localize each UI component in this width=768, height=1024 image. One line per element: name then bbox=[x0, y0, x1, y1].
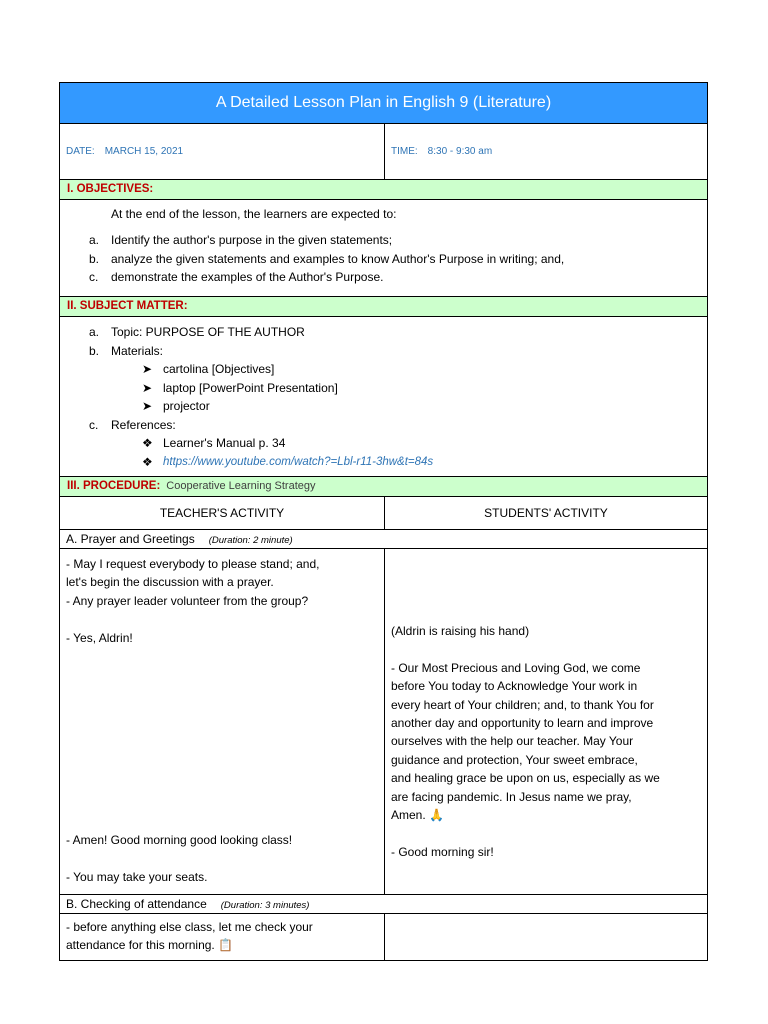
subject-matter-heading: II. SUBJECT MATTER: bbox=[59, 297, 708, 317]
teacher-line: - Yes, Aldrin! bbox=[66, 630, 133, 645]
activity-column-headers bbox=[59, 497, 708, 530]
teacher-amen-line: - Amen! Good morning good looking class! bbox=[66, 833, 293, 847]
topic-text: Topic: PURPOSE OF THE AUTHOR bbox=[111, 325, 305, 339]
references-marker: c. bbox=[89, 417, 99, 432]
prayer-duration: (Duration: 2 minute) bbox=[208, 535, 293, 546]
objectives-body bbox=[59, 200, 708, 297]
teacher-line: - before anything else class, let me check your bbox=[66, 920, 313, 934]
procedure-heading-label: III. PROCEDURE: bbox=[67, 480, 161, 492]
attendance-title: B. Checking of attendance bbox=[66, 897, 207, 911]
diamond-bullet-icon: ❖ bbox=[142, 454, 153, 469]
student-morning-line: - Good morning sir! bbox=[391, 844, 494, 859]
student-prayer-line: ourselves with the help our teacher. May Your bbox=[391, 734, 634, 749]
objective-item-a: Identify the author's purpose in the given statements; bbox=[111, 233, 393, 247]
time-label: TIME: bbox=[391, 146, 418, 157]
materials-marker: b. bbox=[89, 343, 100, 358]
lesson-plan-document bbox=[59, 82, 708, 961]
date-value: MARCH 15, 2021 bbox=[104, 146, 184, 157]
objective-marker-c: c. bbox=[89, 270, 99, 284]
subject-matter-body bbox=[59, 317, 708, 477]
student-prayer-line: every heart of Your children; and, to thank You for bbox=[391, 697, 654, 712]
student-prayer-line: - Our Most Precious and Loving God, we come bbox=[391, 660, 641, 675]
diamond-bullet-icon: ❖ bbox=[142, 436, 153, 450]
topic-marker: a. bbox=[89, 325, 100, 339]
teacher-seats-line: - You may take your seats. bbox=[66, 869, 208, 884]
attendance-activity-row bbox=[59, 914, 708, 961]
time-cell bbox=[385, 124, 707, 179]
prayer-teacher-cell bbox=[60, 549, 385, 894]
teacher-line: - Any prayer leader volunteer from the group? bbox=[66, 593, 309, 608]
material-item: projector bbox=[163, 399, 210, 413]
objective-item-b: analyze the given statements and examples to know Author's Purpose in writing; and, bbox=[111, 251, 565, 266]
attendance-teacher-cell bbox=[60, 914, 385, 960]
time-value: 8:30 - 9:30 am bbox=[427, 146, 493, 157]
objectives-intro: At the end of the lesson, the learners are expected to: bbox=[111, 207, 397, 221]
attendance-student-cell bbox=[385, 914, 707, 960]
student-prayer-line: another day and opportunity to learn and improve bbox=[391, 716, 654, 730]
teacher-line: attendance for this morning. 📋 bbox=[66, 938, 234, 953]
students-activity-header: STUDENTS' ACTIVITY bbox=[484, 506, 608, 520]
arrow-bullet-icon: ➤ bbox=[142, 399, 153, 413]
materials-label: Materials: bbox=[111, 343, 164, 358]
prayer-activity-row bbox=[59, 549, 708, 895]
teacher-line: let's begin the discussion with a prayer. bbox=[66, 575, 274, 590]
attendance-section-title bbox=[59, 895, 708, 914]
arrow-bullet-icon: ➤ bbox=[142, 362, 153, 376]
objectives-heading: I. OBJECTIVES: bbox=[59, 180, 708, 200]
material-item: cartolina [Objectives] bbox=[163, 362, 275, 376]
prayer-title: A. Prayer and Greetings bbox=[66, 532, 195, 546]
procedure-heading bbox=[59, 477, 708, 497]
student-raise-line: (Aldrin is raising his hand) bbox=[391, 624, 530, 638]
teacher-activity-header: TEACHER'S ACTIVITY bbox=[60, 497, 385, 529]
objective-item-c: demonstrate the examples of the Author's Purpose. bbox=[111, 270, 384, 284]
reference-link[interactable]: https://www.youtube.com/watch?=Lbl-r11-3hw&t=84s bbox=[163, 456, 434, 468]
student-prayer-line: Amen. 🙏 bbox=[391, 808, 444, 822]
student-prayer-line: and healing grace be upon on us, especially as we bbox=[391, 771, 660, 786]
procedure-strategy: Cooperative Learning Strategy bbox=[166, 480, 316, 492]
references-label: References: bbox=[111, 417, 176, 432]
student-prayer-line: before You today to Acknowledge Your work in bbox=[391, 679, 638, 694]
reference-item: Learner's Manual p. 34 bbox=[163, 436, 286, 450]
teacher-line: - May I request everybody to please stand; and, bbox=[66, 557, 320, 571]
attendance-duration: (Duration: 3 minutes) bbox=[220, 900, 310, 911]
student-prayer-line: are facing pandemic. In Jesus name we pray, bbox=[391, 789, 632, 804]
prayer-section-title bbox=[59, 530, 708, 549]
date-time-row bbox=[59, 124, 708, 180]
date-label: DATE: bbox=[66, 146, 95, 157]
document-title: A Detailed Lesson Plan in English 9 (Literature) bbox=[59, 82, 708, 124]
objective-marker-b: b. bbox=[89, 251, 100, 266]
student-prayer-line: guidance and protection, Your sweet embrace, bbox=[391, 752, 638, 767]
prayer-student-cell bbox=[385, 549, 707, 894]
arrow-bullet-icon: ➤ bbox=[142, 380, 153, 395]
material-item: laptop [PowerPoint Presentation] bbox=[163, 380, 338, 395]
objective-marker-a: a. bbox=[89, 233, 100, 247]
date-cell bbox=[60, 124, 385, 179]
